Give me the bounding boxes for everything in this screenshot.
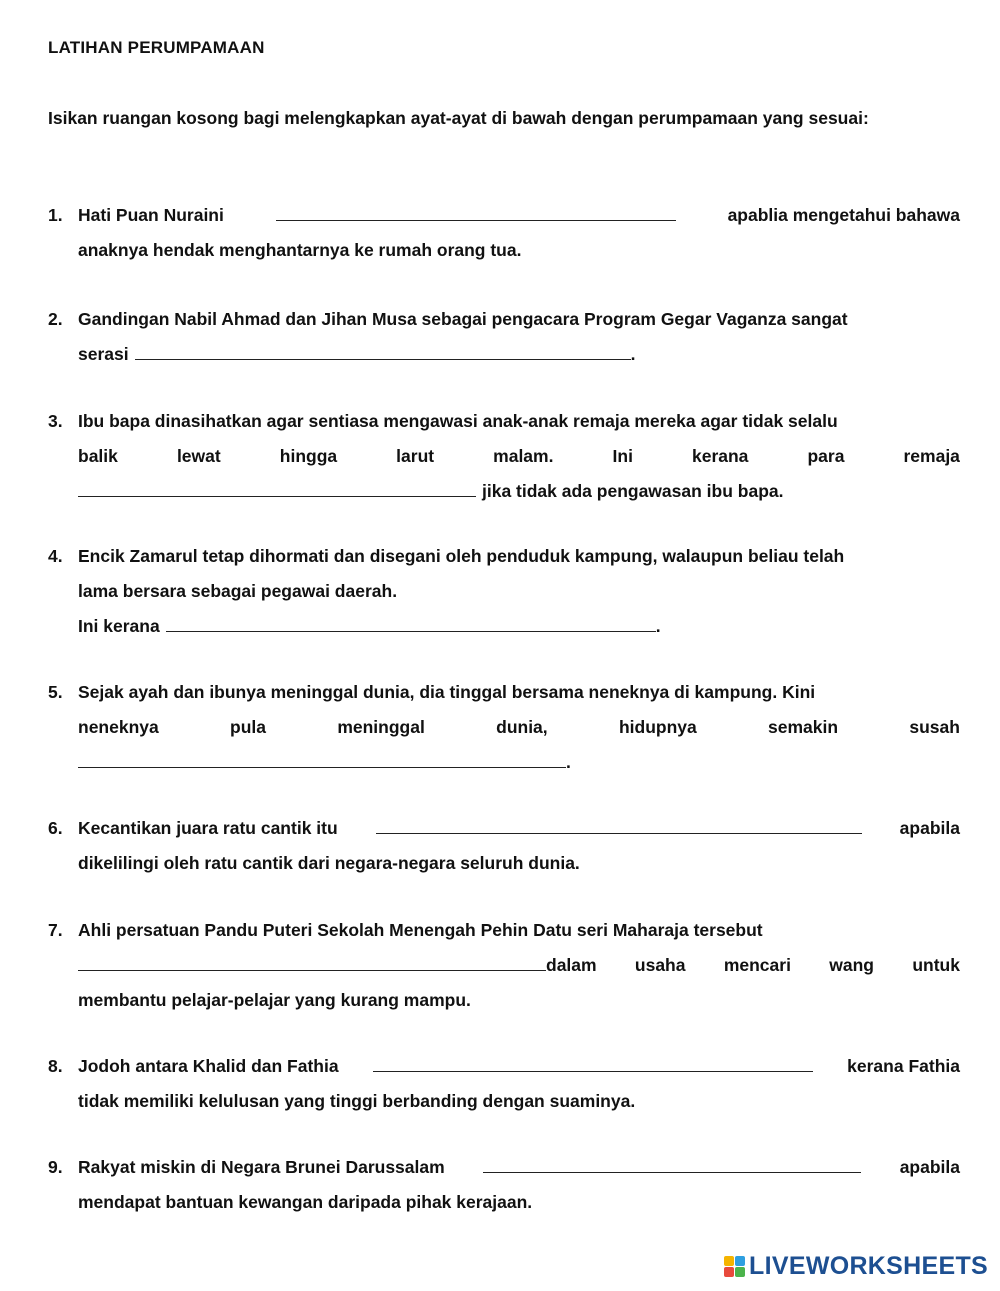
question-number: 1. [48, 205, 63, 225]
question-word: hingga [279, 446, 338, 466]
question-text: apabila [899, 1157, 960, 1177]
question-word: neneknya [78, 717, 159, 737]
question-text: Hati Puan Nuraini [78, 205, 224, 225]
question-text: anaknya hendak menghantarnya ke rumah orang tua. [78, 240, 522, 260]
question-word: wang [829, 955, 874, 975]
question-word: dalam [546, 955, 597, 975]
question-word: usaha [634, 955, 686, 975]
question-9 [48, 1150, 960, 1220]
question-word: mencari [723, 955, 791, 975]
question-word: remaja [903, 446, 960, 466]
question-text: dikelilingi oleh ratu cantik dari negara-negara seluruh dunia. [78, 853, 580, 873]
question-word: dunia, [496, 717, 548, 737]
question-text: Jodoh antara Khalid dan Fathia [78, 1056, 339, 1076]
question-number: 7. [48, 920, 63, 940]
question-text: tidak memiliki kelulusan yang tinggi berbanding dengan suaminya. [78, 1091, 636, 1111]
question-word: meninggal [337, 717, 425, 737]
answer-blank-9[interactable] [483, 1154, 861, 1173]
question-text: jika tidak ada pengawasan ibu bapa. [482, 481, 784, 501]
question-text: . [655, 616, 661, 636]
question-1 [48, 198, 960, 268]
question-word: hidupnya [618, 717, 697, 737]
worksheet-title: LATIHAN PERUMPAMAAN [48, 38, 265, 57]
answer-blank-8[interactable] [373, 1053, 813, 1072]
question-word: pula [230, 717, 267, 737]
question-text: Ibu bapa dinasihatkan agar sentiasa mengawasi anak-anak remaja mereka agar tidak selalu [78, 411, 838, 431]
question-word: kerana [691, 446, 749, 466]
question-6 [48, 811, 960, 881]
question-word: balik [78, 446, 118, 466]
question-number: 3. [48, 411, 63, 431]
question-7 [48, 913, 960, 1018]
question-text: Kecantikan juara ratu cantik itu [78, 818, 338, 838]
logo-text: LIVEWORKSHEETS [749, 1252, 988, 1280]
question-text: Encik Zamarul tetap dihormati dan disegani oleh penduduk kampung, walaupun beliau telah [78, 546, 845, 566]
liveworksheets-logo[interactable] [724, 1252, 988, 1281]
question-text: apablia mengetahui bahawa [727, 205, 960, 225]
answer-blank-7[interactable] [78, 952, 546, 971]
question-3 [48, 404, 960, 509]
answer-blank-3[interactable] [78, 478, 476, 497]
question-number: 5. [48, 682, 63, 702]
question-word: para [807, 446, 845, 466]
question-number: 9. [48, 1157, 63, 1177]
question-text: Ini kerana [78, 616, 160, 636]
question-word: larut [396, 446, 435, 466]
question-word: semakin [768, 717, 839, 737]
question-text: Gandingan Nabil Ahmad dan Jihan Musa sebagai pengacara Program Gegar Vaganza sangat [78, 309, 848, 329]
logo-square [724, 1256, 734, 1266]
question-text: lama bersara sebagai pegawai daerah. [78, 581, 398, 601]
question-text: mendapat bantuan kewangan daripada pihak kerajaan. [78, 1192, 533, 1212]
question-8 [48, 1049, 960, 1119]
question-text: . [630, 344, 636, 364]
question-word: lewat [176, 446, 221, 466]
logo-square [724, 1267, 734, 1277]
question-word: Ini [612, 446, 633, 466]
answer-blank-2[interactable] [135, 341, 631, 360]
logo-square [735, 1267, 745, 1277]
question-number: 6. [48, 818, 63, 838]
question-5 [48, 675, 960, 780]
question-4 [48, 539, 960, 644]
instruction-text: Isikan ruangan kosong bagi melengkapkan ayat-ayat di bawah dengan perumpamaan yang sesuai: [48, 108, 869, 128]
question-2 [48, 302, 960, 372]
question-number: 2. [48, 309, 63, 329]
question-text: kerana Fathia [847, 1056, 960, 1076]
logo-square [735, 1256, 745, 1266]
answer-blank-6[interactable] [376, 815, 862, 834]
question-text: Sejak ayah dan ibunya meninggal dunia, dia tinggal bersama neneknya di kampung. Kini [78, 682, 816, 702]
question-text: serasi [78, 344, 129, 364]
logo-icon [724, 1256, 745, 1277]
question-word: untuk [912, 955, 960, 975]
answer-blank-5[interactable] [78, 749, 566, 768]
question-text: Ahli persatuan Pandu Puteri Sekolah Menengah Pehin Datu seri Maharaja tersebut [78, 920, 763, 940]
answer-blank-4[interactable] [166, 613, 656, 632]
question-text: apabila [899, 818, 960, 838]
question-number: 4. [48, 546, 63, 566]
question-text: Rakyat miskin di Negara Brunei Darussalam [78, 1157, 445, 1177]
answer-blank-1[interactable] [276, 202, 676, 221]
question-text: . [566, 752, 571, 772]
question-number: 8. [48, 1056, 63, 1076]
question-text: membantu pelajar-pelajar yang kurang mampu. [78, 990, 471, 1010]
question-word: susah [909, 717, 960, 737]
question-word: malam. [493, 446, 554, 466]
